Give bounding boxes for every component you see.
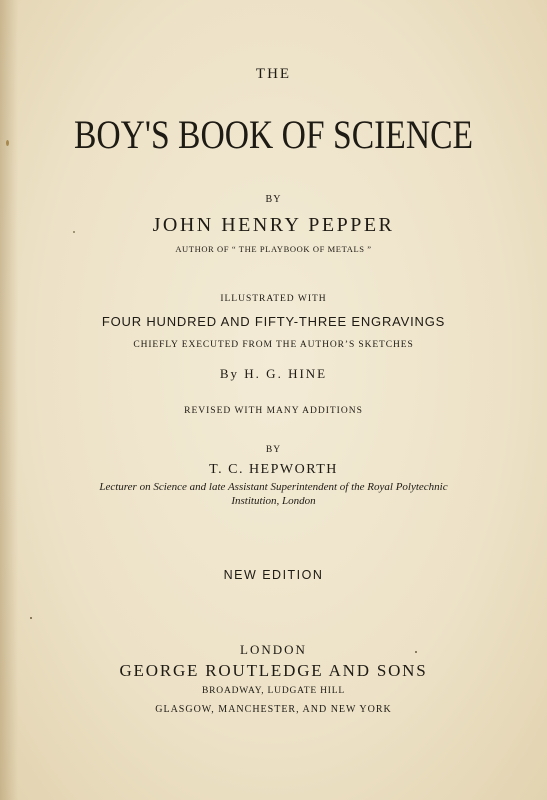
imprint-address: BROADWAY, LUDGATE HILL: [202, 686, 345, 696]
publisher-name: GEORGE ROUTLEDGE AND SONS: [119, 661, 428, 680]
engravings-note: CHIEFLY EXECUTED FROM THE AUTHOR’S SKETCHES: [133, 340, 414, 350]
imprint-cities: GLASGOW, MANCHESTER, AND NEW YORK: [155, 704, 392, 715]
book-title: BOY'S BOOK OF SCIENCE: [73, 112, 474, 157]
reviser-name: T. C. HEPWORTH: [209, 462, 338, 477]
imprint-city: LONDON: [240, 642, 307, 657]
foxing-speck: [415, 651, 417, 653]
foxing-speck: [73, 231, 75, 233]
engravings-count: FOUR HUNDRED AND FIFTY-THREE ENGRAVINGS: [101, 314, 446, 329]
by-label: BY: [265, 194, 282, 205]
author-credit: AUTHOR OF “ THE PLAYBOOK OF METALS ”: [175, 244, 372, 254]
edition-label: NEW EDITION: [223, 568, 324, 582]
revised-note: REVISED WITH MANY ADDITIONS: [184, 406, 363, 416]
reviser-title-line-1: Lecturer on Science and late Assistant Superintendent of the Royal Polytechnic: [99, 481, 448, 493]
foxing-speck: [6, 140, 9, 146]
illustrator: By H. G. HINE: [219, 366, 328, 381]
title-article: THE: [255, 66, 292, 82]
author-name: JOHN HENRY PEPPER: [152, 214, 395, 236]
by-label-2: BY: [265, 445, 282, 455]
illustrated-with: ILLUSTRATED WITH: [220, 294, 327, 304]
reviser-title-line-2: Institution, London: [231, 495, 316, 507]
foxing-speck: [30, 617, 32, 619]
